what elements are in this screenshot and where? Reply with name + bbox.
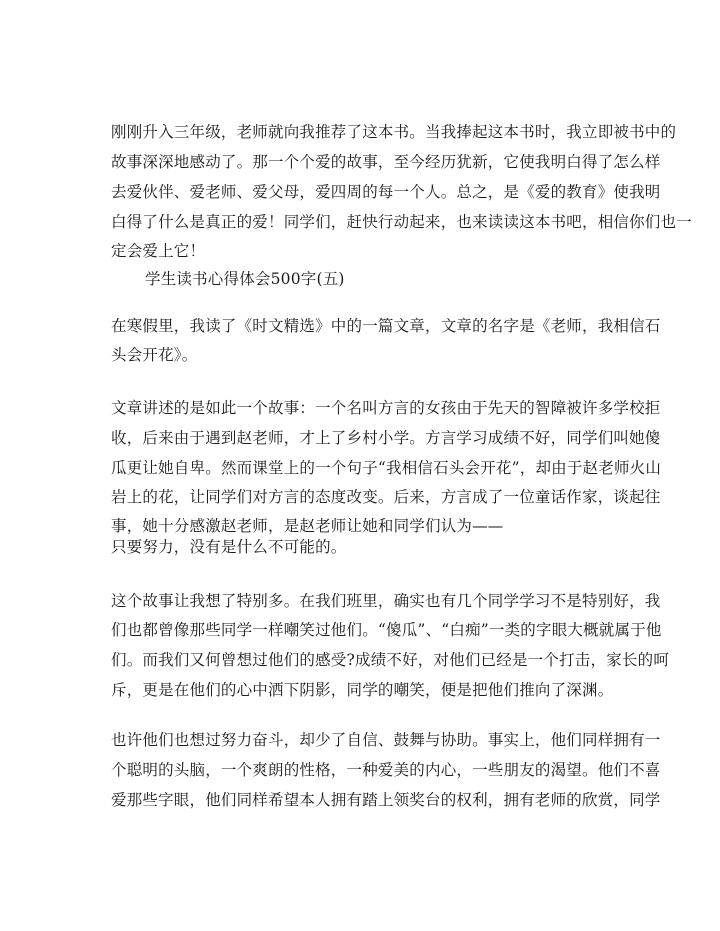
paragraph-2-line-2: 头会开花》。 — [111, 346, 198, 364]
paragraph-1-line-1: 刚刚升入三年级，老师就向我推荐了这本书。当我捧起这本书时，我立即被书中的 — [111, 123, 677, 141]
paragraph-4-line-1: 这个故事让我想了特别多。在我们班里，确实也有几个同学学习不是特别好，我 — [111, 592, 661, 610]
paragraph-4-line-3: 们。而我们又何曾想过他们的感受?成绩不好，对他们已经是一个打击，家长的呵 — [111, 651, 670, 669]
paragraph-4-line-2: 们也都曾像那些同学一样嘲笑过他们。“傻瓜”、“白痴”一类的字眼大概就属于他 — [111, 621, 662, 639]
paragraph-3-line-2: 收，后来由于遇到赵老师，才上了乡村小学。方言学习成绩不好，同学们叫她傻 — [111, 429, 661, 447]
paragraph-4-line-4: 斥，更是在他们的心中洒下阴影，同学的嘲笑，便是把他们推向了深渊。 — [111, 681, 614, 699]
section-title: 学生读书心得体会500字(五) — [145, 270, 345, 288]
paragraph-3-line-1: 文章讲述的是如此一个故事：一个名叫方言的女孩由于先天的智障被许多学校拒 — [111, 399, 661, 417]
paragraph-3-line-5: 事，她十分感激赵老师，是赵老师让她和同学们认为—— — [111, 517, 504, 535]
paragraph-1-line-4: 白得了什么是真正的爱！同学们，赶快行动起来，也来读读这本书吧，相信你们也一 — [111, 213, 692, 231]
paragraph-1-line-5: 定会爱上它！ — [111, 242, 206, 260]
paragraph-3-line-6: 只要努力，没有是什么不可能的。 — [111, 538, 347, 556]
paragraph-3-line-3: 瓜更让她自卑。然而课堂上的一个句子“我相信石头会开花”，却由于赵老师火山 — [111, 459, 662, 477]
paragraph-5-line-1: 也许他们也想过努力奋斗，却少了自信、鼓舞与协助。事实上，他们同样拥有一 — [111, 731, 661, 749]
paragraph-2-line-1: 在寒假里，我读了《时文精选》中的一篇文章，文章的名字是《老师，我相信石 — [111, 317, 661, 335]
paragraph-5-line-3: 爱那些字眼，他们同样希望本人拥有踏上领奖台的权利，拥有老师的欣赏，同学 — [111, 791, 661, 809]
paragraph-1-line-2: 故事深深地感动了。那一个个爱的故事，至今经历犹新，它使我明白得了怎么样 — [111, 153, 661, 171]
paragraph-5-line-2: 个聪明的头脑，一个爽朗的性格，一种爱美的内心，一些朋友的渴望。他们不喜 — [111, 761, 661, 779]
paragraph-1-line-3: 去爱伙伴、爱老师、爱父母，爱四周的每一个人。总之，是《爱的教育》使我明 — [111, 183, 661, 201]
paragraph-3-line-4: 岩上的花，让同学们对方言的态度改变。后来，方言成了一位童话作家，谈起往 — [111, 488, 661, 506]
